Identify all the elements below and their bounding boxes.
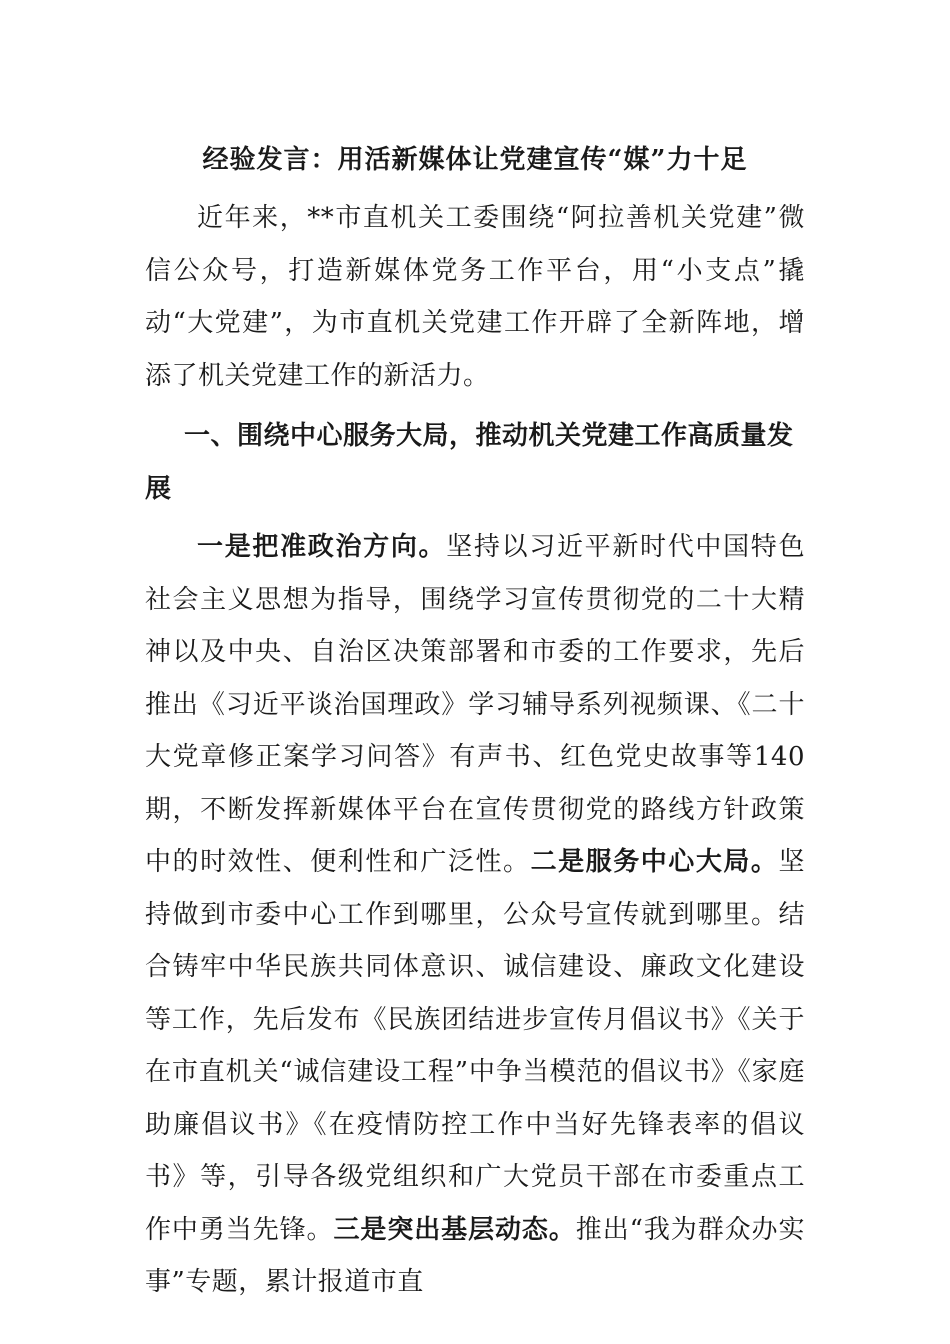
point-text: 坚持做到市委中心工作到哪里，公众号宣传就到哪里。结合铸牢中华民族共同体意识、诚信建设、廉政文化建设等工作，先后发布《民族团结进步宣传月倡议书》《关于在市直机关“诚信建设工程”中争当模范的倡议书》《家庭助廉倡议书》《在疫情防控工作中当好先锋表率的倡议书》等，引导各级党组织和广大党员干部在市委重点工作中勇当先锋。	[145, 847, 805, 1245]
document-title: 经验发言：用活新媒体让党建宣传“媒”力十足	[202, 145, 748, 175]
point-lead: 三是突出基层动态。	[333, 1214, 576, 1245]
point-lead: 二是服务中心大局。	[530, 847, 779, 877]
body-paragraph	[145, 521, 805, 1309]
document-page	[145, 140, 805, 1309]
point-text: 坚持以习近平新时代中国特色社会主义思想为指导，围绕学习宣传贯彻党的二十大精神以及中央、自治区决策部署和市委的工作要求，先后推出《习近平谈治国理政》学习辅导系列视频课、《二十大党章修正案学习问答》有声书、红色党史故事等140期，不断发挥新媒体平台在宣传贯彻党的路线方针政策中的时效性、便利性和广泛性。	[145, 532, 805, 877]
point-lead: 一是把准政治方向。	[197, 532, 447, 562]
intro-paragraph: 近年来，**市直机关工委围绕“阿拉善机关党建”微信公众号，打造新媒体党务工作平台，用“小支点”撬动“大党建”，为市直机关党建工作开辟了全新阵地，增添了机关党建工作的新活力。	[145, 203, 805, 391]
point-text: 推出“我为群众办实事”专题，累计报道市直	[145, 1214, 805, 1297]
section-heading: 一、围绕中心服务大局，推动机关党建工作高质量发展	[145, 421, 794, 504]
